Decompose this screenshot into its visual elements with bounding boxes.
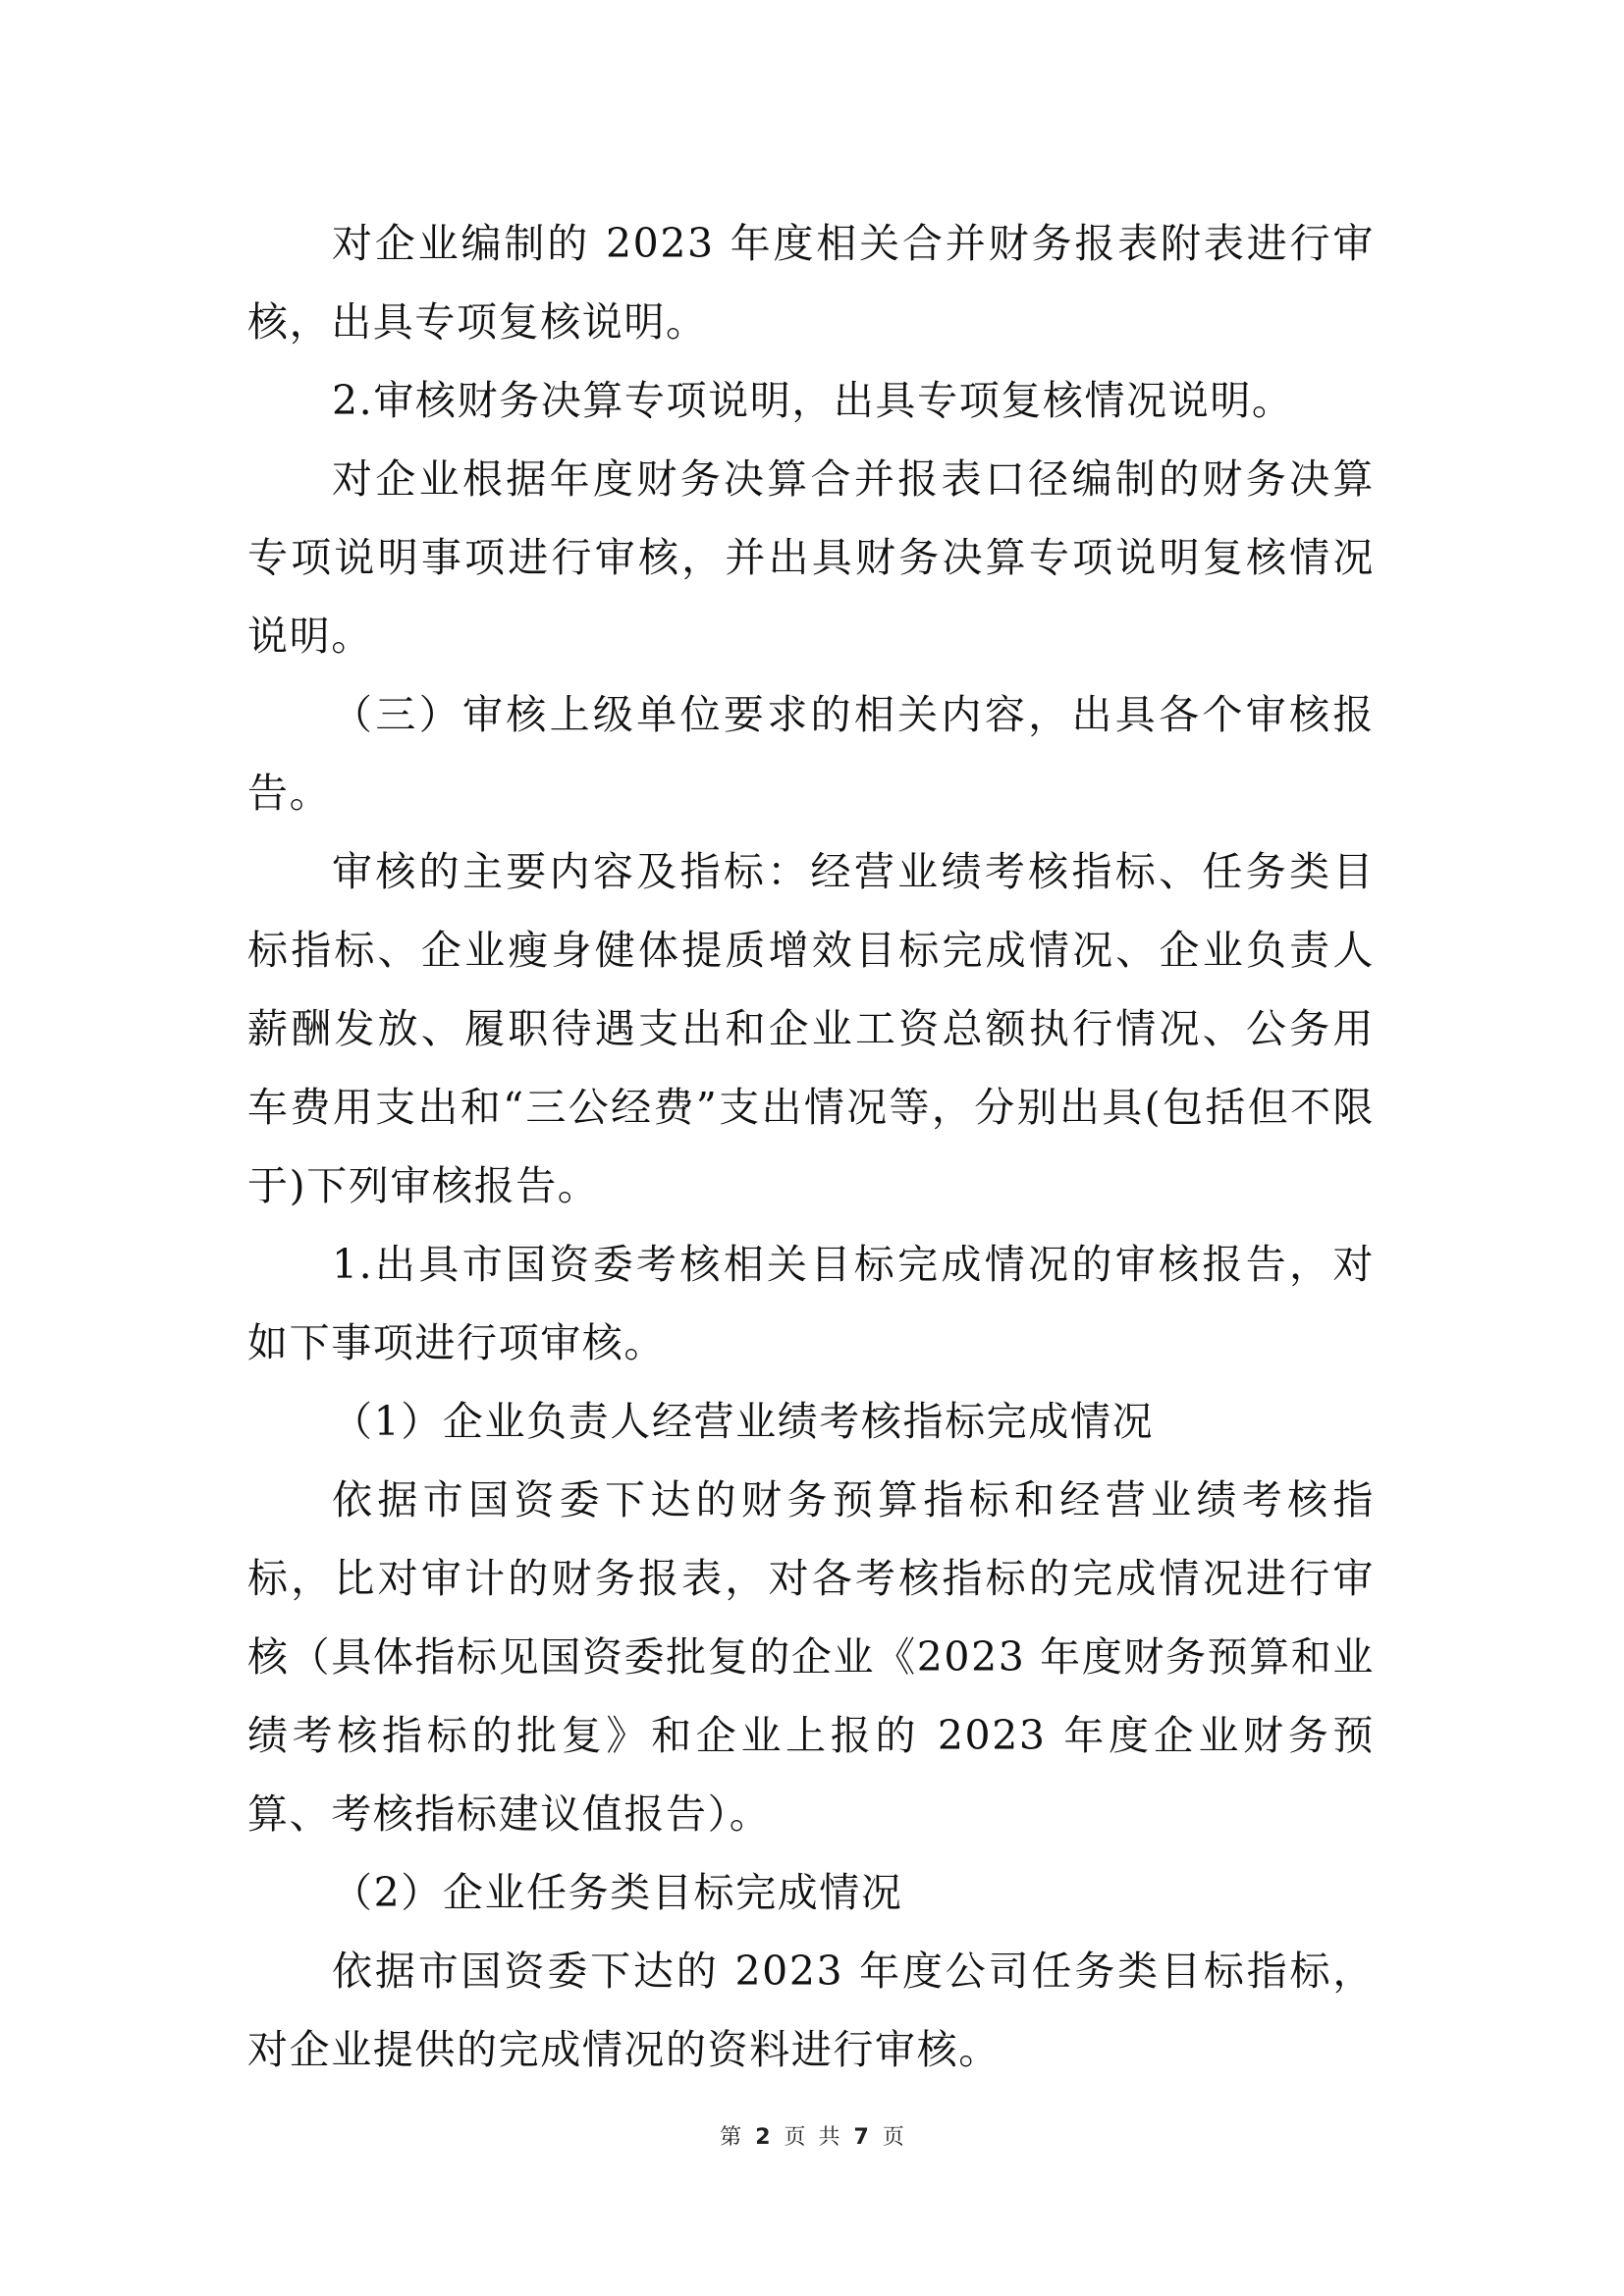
current-page-number: 2: [755, 2125, 771, 2150]
subheading-2-task-targets: （2）企业任务类目标完成情况: [332, 1869, 903, 1916]
paragraph-main-review-content: 审核的主要内容及指标：经营业绩考核指标、任务类目标指标、企业瘦身健体提质增效目标完成情况、企业负责人薪酬发放、履职待遇支出和企业工资总额执行情况、公务用车费用支出和“三公经费”支出情况等，分别出具(包括但不限于)下列审核报告。: [247, 848, 1375, 1209]
paragraph-performance-indicators-review: 依据市国资委下达的财务预算指标和经营业绩考核指标，比对审计的财务报表，对各考核指标的完成情况进行审核（具体指标见国资委批复的企业《2023 年度财务预算和业绩考核指标的批复》和企业上报的 2023 年度企业财务预算、考核指标建议值报告）。: [247, 1476, 1375, 1838]
paragraph-final-accounts-review: 对企业根据年度财务决算合并报表口径编制的财务决算专项说明事项进行审核，并出具财务决算专项说明复核情况说明。: [247, 455, 1375, 660]
document-body: [247, 204, 1375, 2089]
paragraph-item-1-heading: 1.出具市国资委考核相关目标完成情况的审核报告，对如下事项进行项审核。: [247, 1241, 1375, 1366]
footer-middle: 页 共: [784, 2125, 840, 2150]
footer-prefix: 第: [720, 2125, 742, 2150]
section-3-heading: （三）审核上级单位要求的相关内容，出具各个审核报告。: [247, 691, 1375, 817]
paragraph-item-2-heading: 2.审核财务决算专项说明，出具专项复核情况说明。: [332, 377, 1294, 424]
page-footer: [0, 2120, 1624, 2151]
paragraph-task-targets-review: 依据市国资委下达的 2023 年度公司任务类目标指标，对企业提供的完成情况的资料进行审核。: [247, 1948, 1375, 2073]
subheading-1-performance-indicators: （1）企业负责人经营业绩考核指标完成情况: [332, 1398, 1155, 1445]
paragraph-consolidated-statements-review: 对企业编制的 2023 年度相关合并财务报表附表进行审核，出具专项复核说明。: [247, 220, 1375, 346]
total-pages-number: 7: [853, 2125, 869, 2150]
footer-suffix: 页: [882, 2125, 904, 2150]
